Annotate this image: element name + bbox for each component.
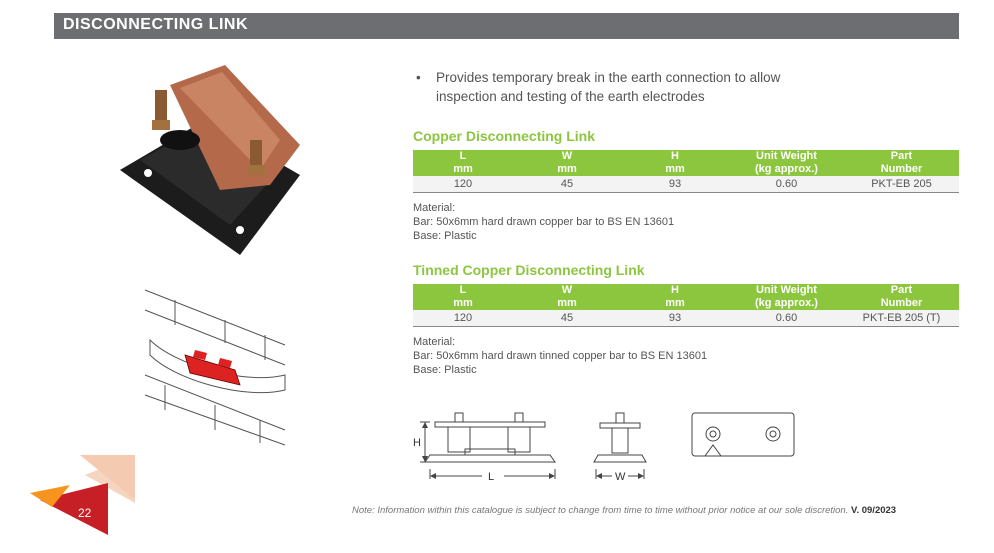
cell-weight: 0.60 [729,176,844,193]
dim-h: H [413,437,421,449]
installation-illustration [135,285,295,450]
copper-material [413,201,674,243]
dim-w: W [615,471,626,483]
cell-h: 93 [621,310,729,327]
col-h: H mm [621,284,729,310]
cell-part: PKT-EB 205 [844,176,959,193]
cell-weight: 0.60 [729,310,844,327]
cell-w: 45 [513,310,621,327]
cell-l: 120 [413,176,513,193]
col-weight: Unit Weight (kg approx.) [729,150,844,176]
col-part: Part Number [844,284,959,310]
bullet-text: Provides temporary break in the earth connection to allow inspection and testing of the earth electrodes [436,70,781,104]
cell-part: PKT-EB 205 (T) [844,310,959,327]
table-header-row [413,150,959,176]
col-l: L mm [413,150,513,176]
product-photo [110,60,310,260]
copper-section-title: Copper Disconnecting Link [413,128,596,144]
version-label: V. 09/2023 [851,505,897,516]
table-row [413,176,959,193]
material-base: Base: Plastic [413,230,477,242]
copper-spec-table [413,150,959,193]
cell-w: 45 [513,176,621,193]
cell-l: 120 [413,310,513,327]
col-w: W mm [513,284,621,310]
bullet-marker: • [416,70,421,85]
footer-note [352,505,896,516]
material-bar: Bar: 50x6mm hard drawn tinned copper bar to BS EN 13601 [413,350,708,362]
col-w: W mm [513,150,621,176]
page-number-decoration [30,455,145,540]
tinned-spec-table [413,284,959,327]
tinned-material [413,335,707,377]
table-row [413,310,959,327]
material-label: Material: [413,202,456,214]
page-number: 22 [78,506,92,520]
dim-l: L [488,471,495,483]
col-part: Part Number [844,150,959,176]
material-base: Base: Plastic [413,364,477,376]
col-h: H mm [621,150,729,176]
material-label: Material: [413,336,456,348]
page-title: DISCONNECTING LINK [63,16,248,33]
title-bar [54,13,959,39]
technical-drawings [410,405,810,495]
note-text: Note: Information within this catalogue is subject to change from time to time without prior notice at our sole discretion. [352,505,849,516]
col-l: L mm [413,284,513,310]
table-header-row [413,284,959,310]
material-bar: Bar: 50x6mm hard drawn copper bar to BS EN 13601 [413,216,675,228]
feature-bullet [416,68,836,106]
col-weight: Unit Weight (kg approx.) [729,284,844,310]
cell-h: 93 [621,176,729,193]
tinned-section-title: Tinned Copper Disconnecting Link [413,262,645,278]
